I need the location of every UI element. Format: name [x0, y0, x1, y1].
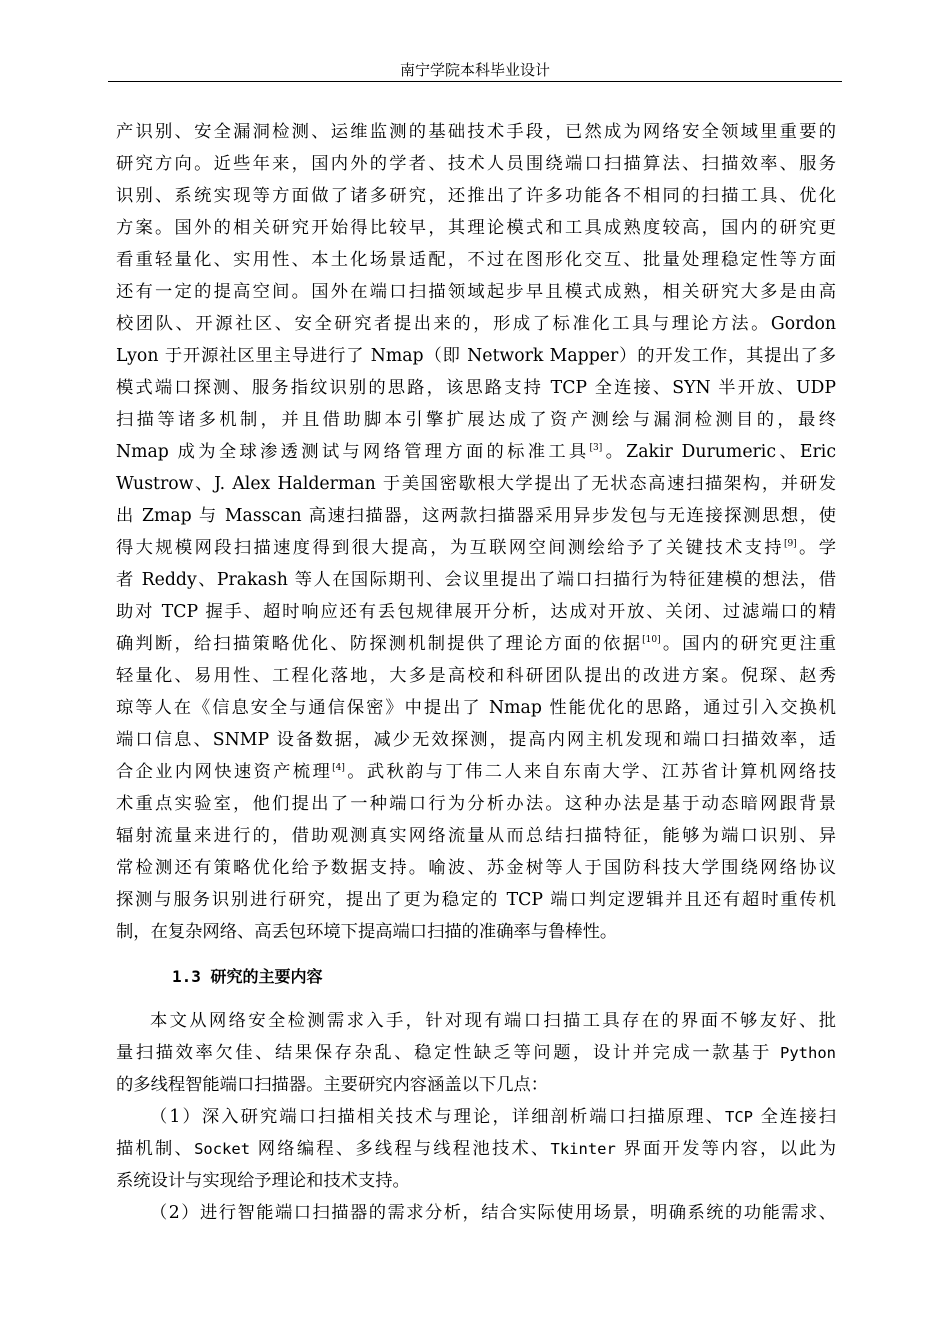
paragraph-line: Wustrow、J. Alex Halderman 于美国密歇根大学提出了无状态高速扫描架构，并研发: [116, 474, 836, 494]
code-term: Python: [780, 1044, 836, 1062]
header-rule: [108, 81, 842, 82]
paragraph-line: 者 Reddy、Prakash 等人在国际期刊、会议里提出了端口扫描行为特征建模的想法，借: [116, 570, 836, 590]
citation-ref: [4]: [332, 763, 345, 773]
list-item-line: [150, 1104, 836, 1130]
line-text: 全连接扫: [760, 1107, 836, 1127]
paragraph-line: 制，在复杂网络、高丢包环境下提高端口扫描的准确率与鲁棒性。: [116, 922, 618, 942]
paragraph-line: 产识别、安全漏洞检测、运维监测的基础技术手段，已然成为网络安全领域里重要的: [116, 122, 836, 142]
paragraph-line: Lyon 于开源社区里主导进行了 Nmap（即 Network Mapper）的开发工作，其提出了多: [116, 346, 836, 366]
paragraph-line: [116, 439, 836, 465]
paragraph-line: 出 Zmap 与 Masscan 高速扫描器，这两款扫描器采用异步发包与无连接探测思想，使: [116, 506, 836, 526]
paragraph-line: 还有一定的提高空间。国外在端口扫描领域起步早且模式成熟，相关研究大多是由高: [116, 282, 836, 302]
paragraph-line: 辐射流量来进行的，借助观测真实网络流量从而总结扫描特征，能够为端口识别、异: [116, 826, 836, 846]
line-text: Nmap 成为全球渗透测试与网络管理方面的标准工具: [116, 442, 590, 462]
section-heading: 1.3 研究的主要内容: [172, 967, 323, 986]
line-text: 得大规模网段扫描速度得到很大提高，为互联网空间测绘给予了关键技术支持: [116, 538, 784, 558]
paragraph-line: 方案。国外的相关研究开始得比较早，其理论模式和工具成熟度较高，国内的研究更: [116, 218, 836, 238]
citation-ref: [9]: [783, 539, 797, 549]
paragraph-line: 校团队、开源社区、安全研究者提出来的，形成了标准化工具与理论方法。Gordon: [116, 314, 836, 334]
paragraph-line: 本文从网络安全检测需求入手，针对现有端口扫描工具存在的界面不够友好、批: [150, 1011, 836, 1031]
line-text: 。国内的研究更注重: [660, 634, 836, 654]
paragraph-line: 看重轻量化、实用性、本土化场景适配，不过在图形化交互、批量处理稳定性等方面: [116, 250, 836, 270]
paragraph-line: 助对 TCP 握手、超时响应还有丢包规律展开分析，达成对开放、关闭、过滤端口的精: [116, 602, 836, 622]
paragraph-line: 模式端口探测、服务指纹识别的思路，该思路支持 TCP 全连接、SYN 半开放、UDP: [116, 378, 836, 398]
paragraph-line: 琼等人在《信息安全与通信保密》中提出了 Nmap 性能优化的思路，通过引入交换机: [116, 698, 836, 718]
line-text: 描机制、: [116, 1139, 195, 1159]
code-term: Socket: [194, 1140, 251, 1158]
paragraph-line: [116, 1040, 836, 1066]
code-term: Tkinter: [550, 1140, 616, 1158]
line-text: 确判断，给扫描策略优化、防探测机制提供了理论方面的依据: [116, 634, 643, 654]
paragraph-line: 识别、系统实现等方面做了诸多研究，还推出了许多功能各不相同的扫描工具、优化: [116, 186, 836, 206]
line-text: 。武秋韵与丁伟二人来自东南大学、江苏省计算机网络技: [344, 762, 836, 782]
code-term: TCP: [724, 1108, 753, 1126]
paragraph-line: 轻量化、易用性、工程化落地，大多是高校和科研团队提出的改进方案。倪琛、赵秀: [116, 666, 836, 686]
paragraph-line: [116, 631, 836, 657]
list-item-line: 系统设计与实现给予理论和技术支持。: [116, 1171, 410, 1191]
paragraph-line: [116, 535, 836, 561]
page-header-title: 南宁学院本科毕业设计: [399, 61, 550, 79]
line-text: 网络编程、多线程与线程池技术、: [257, 1139, 551, 1159]
line-text: 界面开发等内容，以此为: [623, 1139, 836, 1159]
paragraph-line: 研究方向。近些年来，国内外的学者、技术人员围绕端口扫描算法、扫描效率、服务: [116, 154, 836, 174]
citation-ref: [3]: [589, 443, 603, 453]
paragraph-line: 端口信息、SNMP 设备数据，减少无效探测，提高内网主机发现和端口扫描效率，适: [116, 730, 836, 750]
list-item-line: [116, 1136, 836, 1162]
paragraph-line: 常检测还有策略优化给予数据支持。喻波、苏金树等人于国防科技大学围绕网络协议: [116, 858, 836, 878]
line-text: 量扫描效率欠佳、结果保存杂乱、稳定性缺乏等问题，设计并完成一款基于: [116, 1043, 772, 1063]
line-text: 合企业内网快速资产梳理: [116, 762, 333, 782]
paragraph-line: [116, 759, 836, 785]
line-text: 。Zakir Durumeric、Eric: [602, 442, 836, 462]
paragraph-line: 的多线程智能端口扫描器。主要研究内容涵盖以下几点：: [116, 1075, 549, 1095]
line-text: （1）深入研究端口扫描相关技术与理论，详细剖析端口扫描原理、: [150, 1107, 725, 1127]
citation-ref: [10]: [642, 635, 661, 645]
paragraph-line: 探测与服务识别进行研究，提出了更为稳定的 TCP 端口判定逻辑并且还有超时重传机: [116, 890, 836, 910]
paragraph-line: 术重点实验室，他们提出了一种端口行为分析办法。这种办法是基于动态暗网跟背景: [116, 794, 836, 814]
paragraph-line: 扫描等诸多机制，并且借助脚本引擎扩展达成了资产测绘与漏洞检测目的，最终: [116, 410, 836, 430]
list-item-line: （2）进行智能端口扫描器的需求分析，结合实际使用场景，明确系统的功能需求、: [150, 1203, 836, 1223]
line-text: 。学: [796, 538, 836, 558]
